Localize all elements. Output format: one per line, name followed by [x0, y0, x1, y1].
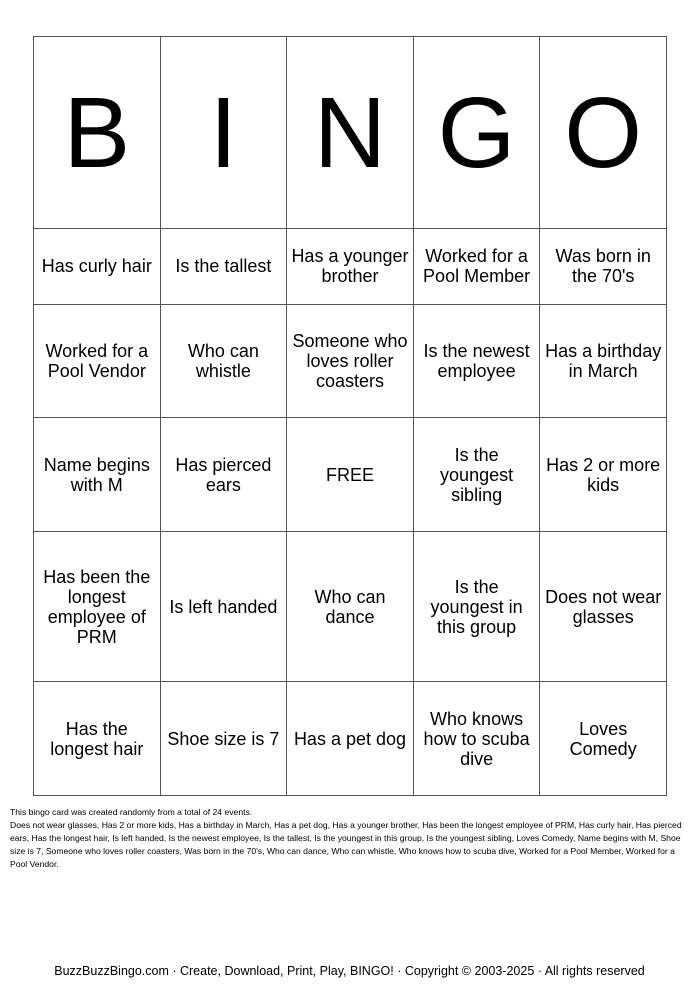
bingo-cell: Loves Comedy	[540, 682, 667, 796]
card-info	[10, 806, 688, 871]
bingo-cell: Is left handed	[160, 531, 287, 682]
bingo-cell: Has a birthday in March	[540, 304, 667, 417]
bingo-row	[34, 228, 667, 304]
bingo-cell: Worked for a Pool Vendor	[34, 304, 161, 417]
bingo-cell: Worked for a Pool Member	[413, 228, 540, 304]
bingo-cell: Is the youngest in this group	[413, 531, 540, 682]
bingo-cell: Has 2 or more kids	[540, 418, 667, 531]
bingo-cell: Has pierced ears	[160, 418, 287, 531]
card-info-events-list: Does not wear glasses, Has 2 or more kids, Has a birthday in March, Has a pet dog, Has a younger brother, Has been the longest employee of PRM, Has curly hair, Has pierced ears, Has the longest hair, Is left handed, Is the newest employee, Is the tallest, Is the youngest in this group, Is the youngest sibling, Loves Comedy, Name begins with M, Shoe size is 7, Someone who loves roller coasters, Was born in the 70's, Who can dance, Who can whistle, Who knows how to scuba dive, Worked for a Pool Member, Worked for a Pool Vendor.	[10, 820, 682, 869]
bingo-cell: Who knows how to scuba dive	[413, 682, 540, 796]
bingo-cell: Has been the longest employee of PRM	[34, 531, 161, 682]
card-info-summary: This bingo card was created randomly from a total of 24 events.	[10, 807, 253, 817]
header-letter-g: G	[413, 37, 540, 229]
bingo-cell: Shoe size is 7	[160, 682, 287, 796]
bingo-header-row	[34, 37, 667, 229]
free-space-cell: FREE	[287, 418, 414, 531]
bingo-cell: Is the youngest sibling	[413, 418, 540, 531]
bingo-cell: Is the tallest	[160, 228, 287, 304]
bingo-row	[34, 682, 667, 796]
bingo-cell: Has the longest hair	[34, 682, 161, 796]
header-letter-n: N	[287, 37, 414, 229]
bingo-cell: Has a younger brother	[287, 228, 414, 304]
header-letter-b: B	[34, 37, 161, 229]
bingo-cell: Who can dance	[287, 531, 414, 682]
bingo-cell: Someone who loves roller coasters	[287, 304, 414, 417]
bingo-cell: Has curly hair	[34, 228, 161, 304]
bingo-cell: Name begins with M	[34, 418, 161, 531]
bingo-row	[34, 304, 667, 417]
header-letter-o: O	[540, 37, 667, 229]
site-footer: BuzzBuzzBingo.com · Create, Download, Print, Play, BINGO! · Copyright © 2003-2025 · All rights reserved	[54, 964, 645, 978]
bingo-row	[34, 531, 667, 682]
bingo-cell: Was born in the 70's	[540, 228, 667, 304]
bingo-cell: Does not wear glasses	[540, 531, 667, 682]
header-letter-i: I	[160, 37, 287, 229]
bingo-cell: Is the newest employee	[413, 304, 540, 417]
bingo-cell: Has a pet dog	[287, 682, 414, 796]
bingo-card	[33, 36, 667, 796]
bingo-row	[34, 418, 667, 531]
bingo-cell: Who can whistle	[160, 304, 287, 417]
